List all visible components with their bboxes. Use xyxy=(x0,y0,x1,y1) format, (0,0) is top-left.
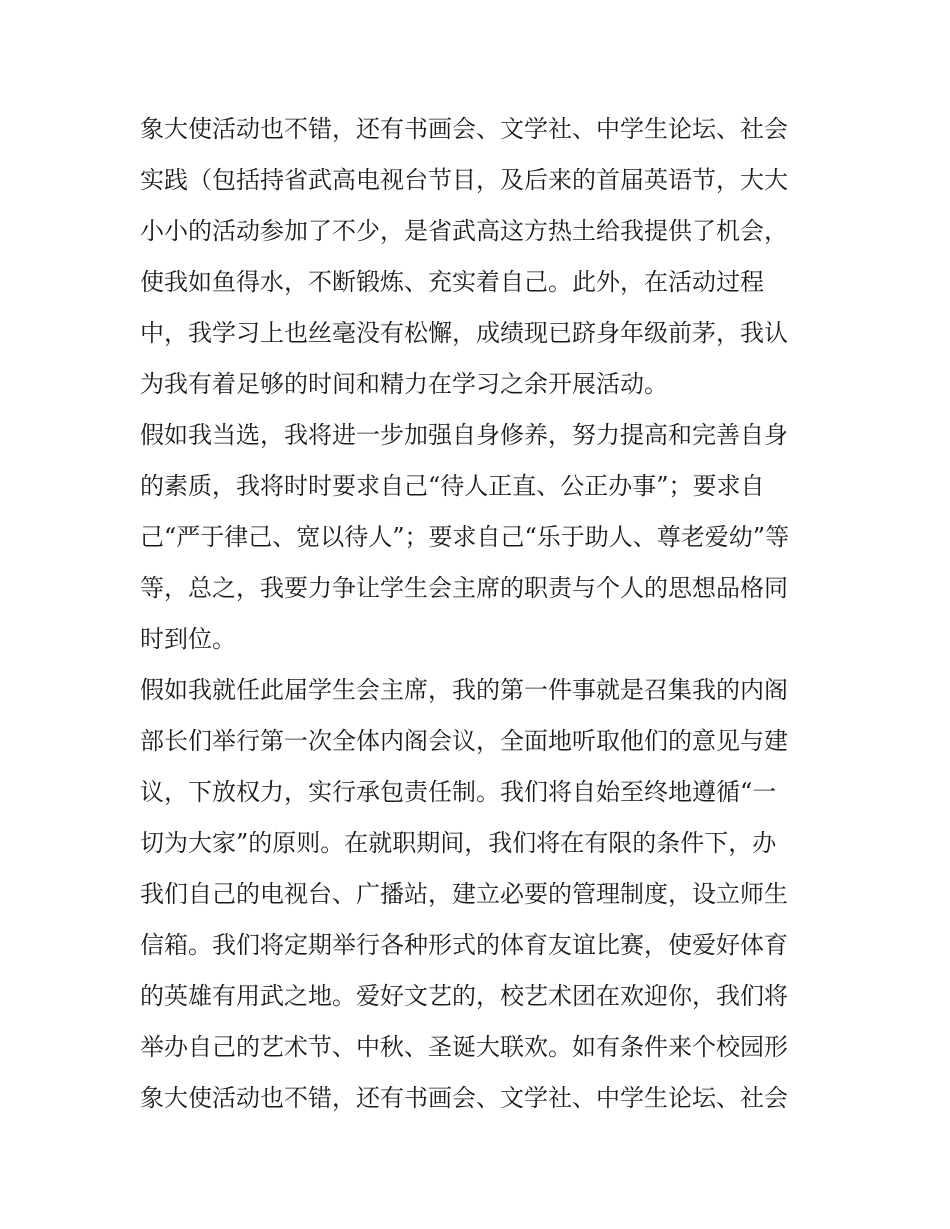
text-line: 的素质，我将时时要求自己“待人正直、公正办事”；要求自 xyxy=(140,472,765,500)
text-line: 议，下放权力，实行承包责任制。我们将自始至终地遵循“一 xyxy=(140,778,777,806)
text-line: 中，我学习上也丝毫没有松懈，成绩现已跻身年级前茅，我认 xyxy=(140,319,788,347)
text-line: 时到位。 xyxy=(140,625,236,653)
text-line: 实践（包括持省武高电视台节目，及后来的首届英语节，大大 xyxy=(140,166,788,194)
text-line: 为我有着足够的时间和精力在学习之余开展活动。 xyxy=(140,370,668,398)
text-line: 象大使活动也不错，还有书画会、文学社、中学生论坛、社会 xyxy=(140,115,788,143)
text-line: 部长们举行第一次全体内阁会议，全面地听取他们的意见与建 xyxy=(140,727,788,755)
text-line: 的英雄有用武之地。爱好文艺的，校艺术团在欢迎你，我们将 xyxy=(140,982,788,1010)
text-line: 使我如鱼得水，不断锻炼、充实着自己。此外，在活动过程 xyxy=(140,268,764,296)
text-line: 信箱。我们将定期举行各种形式的体育友谊比赛，使爱好体育 xyxy=(140,931,788,959)
document-body xyxy=(140,104,820,1124)
text-line: 举办自己的艺术节、中秋、圣诞大联欢。如有条件来个校园形 xyxy=(140,1033,788,1061)
text-line: 我们自己的电视台、广播站，建立必要的管理制度，设立师生 xyxy=(140,880,788,908)
text-line: 小小的活动参加了不少，是省武高这方热土给我提供了机会， xyxy=(140,217,788,245)
text-line: 切为大家”的原则。在就职期间，我们将在有限的条件下，办 xyxy=(140,829,777,857)
text-line: 等，总之，我要力争让学生会主席的职责与个人的思想品格同 xyxy=(140,574,788,602)
text-line: 假如我当选，我将进一步加强自身修养，努力提高和完善自身 xyxy=(140,421,788,449)
text-line: 假如我就任此届学生会主席，我的第一件事就是召集我的内阁 xyxy=(140,676,788,704)
text-line: 象大使活动也不错，还有书画会、文学社、中学生论坛、社会 xyxy=(140,1084,788,1112)
text-line: 己“严于律己、宽以待人”；要求自己“乐于助人、尊老爱幼”等 xyxy=(140,523,790,551)
